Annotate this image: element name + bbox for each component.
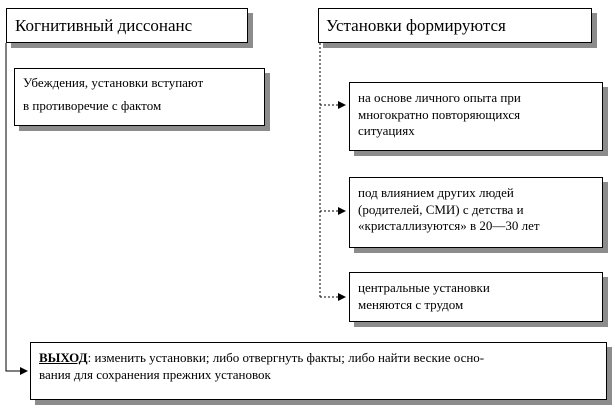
attitudes-formation-title: Установки формируются <box>326 16 506 35</box>
beliefs-conflict-line-1: Убеждения, установки вступают <box>23 75 204 90</box>
outcome-line-1 <box>39 350 596 367</box>
outcome-line-2: вания для сохранения прежних установок <box>39 366 271 382</box>
cognitive-dissonance-box <box>6 8 248 43</box>
formation-item-2-line-2: (родителей, СМИ) с детства и <box>358 201 524 217</box>
formation-item-1-line-2: многократно повторяющихся <box>358 106 521 122</box>
formation-item-1-line-1: на основе личного опыта при <box>358 90 521 105</box>
beliefs-conflict-box <box>14 68 265 126</box>
beliefs-conflict-line-2: в противоречие с фактом <box>23 97 162 113</box>
formation-item-2-line-1: под влиянием других людей <box>358 185 514 200</box>
outcome-line-1-text: : изменить установки; либо отвергнуть факты; либо найти веские осно- <box>87 350 485 365</box>
attitudes-formation-box <box>318 8 592 43</box>
formation-item-2-line-3: «кристаллизуются» в 20—30 лет <box>358 218 540 234</box>
formation-item-1-line-3: ситуациях <box>358 123 415 139</box>
outcome-box <box>30 342 607 400</box>
formation-item-3-line-1: центральные установки <box>358 280 490 295</box>
formation-item-3-line-2: меняются с трудом <box>358 296 464 312</box>
cognitive-dissonance-title: Когнитивный диссонанс <box>15 16 193 35</box>
formation-item-other-people <box>349 177 603 248</box>
formation-item-central-attitudes <box>349 272 603 322</box>
outcome-lead: ВЫХОД <box>39 350 88 365</box>
formation-item-personal-experience <box>349 82 603 151</box>
